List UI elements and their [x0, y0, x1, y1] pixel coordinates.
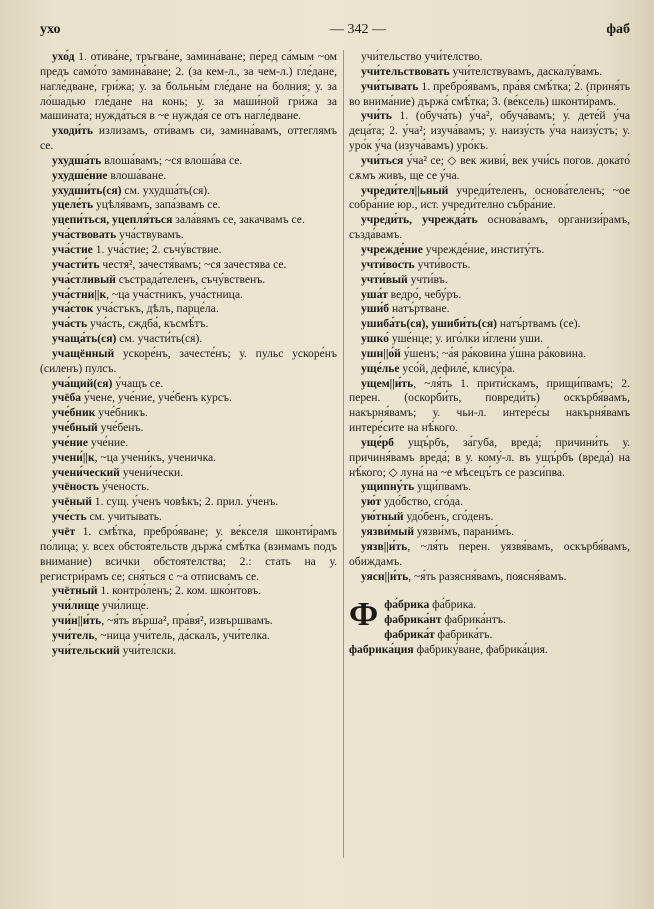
entry-headword: уча́стливый [52, 272, 116, 286]
entry-definition: учти́вость. [414, 257, 471, 271]
entry-definition: у́шенъ; ~а́я ра́ковина у́шна ра́ковина. [400, 346, 586, 360]
entry-definition: , ~ля́ть 1. прити́скамъ, прищи́пвамъ; 2. перен. (оскорби́ть, повреди́ть) оскърбя́вамъ, накърня́вамъ; у. чьи-л. интере́сы накърня́вамъ интере́сите на нѣ́кого. [349, 376, 630, 435]
dictionary-entry [40, 302, 337, 317]
entry-headword: уши́б [361, 302, 390, 316]
section-f [349, 598, 630, 657]
entry-definition: фабрика́тъ. [434, 628, 493, 642]
dictionary-entry [40, 258, 337, 273]
section-gap [349, 584, 630, 598]
dictionary-entry [40, 495, 337, 510]
entry-definition: см. ухудша́ть(ся). [121, 183, 211, 197]
dictionary-entry [40, 347, 337, 377]
entry-definition: фа́брика. [429, 598, 477, 612]
dictionary-entry [40, 377, 337, 392]
dictionary-entry [40, 273, 337, 288]
entry-headword: фабрика́ция [349, 642, 414, 656]
entry-headword: учти́вость [361, 257, 415, 271]
entry-definition: , ~я́ть разясня́вамъ, поясня́вамъ. [408, 569, 567, 583]
entry-headword: учи́ть [361, 109, 392, 123]
entry-headword: учёный [52, 495, 92, 509]
entry-headword: учи́лище [52, 599, 100, 613]
entry-definition: у́ченость. [98, 480, 150, 494]
dictionary-entry [40, 50, 337, 124]
column-divider [343, 50, 344, 858]
entry-definition: учи́тельство учи́телство. [361, 50, 483, 63]
entry-headword: ухудши́ть(ся) [52, 183, 122, 197]
entry-definition: влоша́ване. [107, 168, 167, 182]
entry-definition: уцѣля́вамъ, запа́звамъ се. [93, 198, 221, 212]
dictionary-entry [349, 436, 630, 481]
section-letter: Ф [349, 596, 379, 634]
entry-headword: ухудше́ние [52, 168, 108, 182]
left-column [40, 50, 337, 659]
dictionary-entry [40, 169, 337, 184]
entry-definition: усо́й, дефиле́, клису́ра. [399, 361, 516, 375]
dictionary-entry [349, 347, 630, 362]
entry-definition: уче́бенъ. [97, 421, 144, 435]
entry-headword: учти́вый [361, 272, 408, 286]
dictionary-entry [40, 480, 337, 495]
dictionary-entry [40, 184, 337, 199]
entry-definition: у́чене, уче́ние, уче́бенъ курсъ. [81, 391, 232, 405]
entry-headword: учёт [52, 525, 76, 538]
entry-definition: уче́ние. [88, 435, 129, 449]
entry-headword: учреди́тел||ьный [361, 183, 449, 197]
entry-definition: уча́стъкъ, дѣлъ, парце́ла. [93, 302, 219, 316]
dictionary-entry [349, 317, 630, 332]
entry-definition: фабрика́нтъ. [441, 613, 506, 627]
entry-headword: уча́стни||к [52, 287, 107, 301]
entry-headword: уче́сть [52, 510, 87, 524]
entry-headword: фа́брика [384, 598, 430, 612]
dictionary-entry [349, 243, 630, 258]
right-column [349, 50, 630, 658]
entry-headword: уязви́мый [361, 525, 415, 538]
entry-definition: ущъ́рбъ, за́губа, вреда́; причини́ть у. причиня́вамъ вреда́; в у. кому́-л. въ ущъ́рбъ (вреда́) на нѣ́кого; ◇ луна́ на ~е мѣсецъ́тъ се разси́пва. [349, 435, 630, 479]
dictionary-entry [349, 598, 630, 613]
dictionary-entry [40, 332, 337, 347]
dictionary-entry [349, 213, 630, 243]
dictionary-entry [40, 317, 337, 332]
entry-definition: 1. уча́стие; 2. съчу́вствие. [92, 242, 222, 256]
entry-headword: фабрика́т [384, 628, 435, 642]
entry-headword: уча́ствовать [52, 228, 117, 242]
entry-headword: учащённый [52, 346, 115, 360]
entry-headword: уче́бный [52, 421, 98, 435]
entry-definition: 1. (обуча́ть) у́ча², обуча́вамъ; у. дете́й у́ча деца́та; 2. у́ча²; изуча́вамъ; у. наизу́сть у́ча наизу́стъ; у. уро́к у́ча (изуча́вамъ) уро́къ. [349, 109, 630, 153]
entry-headword: учаща́ть(ся) [52, 332, 117, 346]
entry-definition: уязви́мъ, парани́мъ. [414, 525, 515, 538]
dictionary-entry [40, 154, 337, 169]
dictionary-entry [349, 154, 630, 184]
entry-headword: учи́н||и́ть [52, 614, 102, 628]
running-header [40, 22, 630, 44]
entry-definition: уше́нце; у. иго́лки и́глени уши. [388, 332, 544, 346]
entry-definition: , ~ца уча́стникъ, уча́стница. [106, 287, 243, 301]
entry-headword: уча́сть [52, 317, 88, 331]
entry-headword: уча́сток [52, 302, 94, 316]
dictionary-entry [40, 525, 337, 584]
entry-headword: уче́бник [52, 406, 96, 420]
dictionary-entry [40, 198, 337, 213]
entry-headword: ухудша́ть [52, 153, 102, 167]
entry-definition: учти́въ. [407, 272, 448, 286]
section-f-entries [349, 598, 630, 657]
dictionary-entry [349, 525, 630, 540]
entry-definition: учи́лище. [99, 599, 149, 613]
guide-word-left: ухо [40, 22, 61, 37]
dictionary-entry [40, 124, 337, 154]
entry-headword: ую́т [361, 495, 382, 509]
dictionary-entry [349, 258, 630, 273]
dictionary-entry [349, 273, 630, 288]
dictionary-entry [349, 510, 630, 525]
dictionary-entry [40, 629, 337, 644]
dictionary-entry [349, 480, 630, 495]
dictionary-entry [349, 643, 630, 658]
entry-headword: ущем||и́ть [361, 376, 414, 390]
entry-definition: ущи́пвамъ. [414, 480, 471, 494]
dictionary-entry [349, 109, 630, 154]
entry-headword: уцепи́ться, уцепля́ться [52, 213, 173, 227]
dictionary-entry [349, 65, 630, 80]
entry-definition: 1. контро́ленъ; 2. ком. шко́нтовъ. [97, 584, 262, 598]
dictionary-entry [349, 80, 630, 110]
entry-definition: състрада́теленъ, съчу́вственъ. [115, 272, 266, 286]
entry-definition: у́ча² се; ◇ век живи́, век учи́сь погов. докато́ сѫмъ живъ, ще се у́ча. [349, 153, 630, 182]
entry-definition: см. участи́ть(ся). [116, 332, 203, 346]
entry-headword: уходи́ть [52, 124, 93, 138]
entry-headword: учёба [52, 391, 82, 405]
entry-definition: учени́чески. [119, 465, 184, 479]
entry-headword: фабрика́нт [384, 613, 442, 627]
entry-definition: удо́бство, сго́да. [381, 495, 463, 509]
entry-definition: у́чащъ се. [112, 376, 164, 390]
dictionary-entry [40, 451, 337, 466]
dictionary-entry [40, 391, 337, 406]
dictionary-entry [349, 302, 630, 317]
entry-headword: учрежде́ние [361, 242, 423, 256]
dictionary-entry [40, 436, 337, 451]
entry-definition: 1. смѣ́тка, пребро́яване; у. ве́кселя шконти́рамъ по́лица; у. всех обстоя́тельств държа́ смѣ́тка (взимамъ подъ внимание) всички обстоятелства; 2.: стать на у. регистри́рамъ се; сня́ться с ~а отписвамъ се. [40, 525, 337, 583]
entry-headword: уясн||и́ть [361, 569, 409, 583]
entry-headword: ущипну́ть [361, 480, 415, 494]
entry-headword: учи́тельствовать [361, 64, 450, 78]
entry-definition: честя², зачестя́вамъ; ~ся зачестява се. [99, 257, 287, 271]
entry-headword: учи́тывать [361, 79, 419, 93]
entry-definition: 1. сущ. у́ченъ човѣкъ; 2. прил. у́ченъ. [91, 495, 279, 509]
entry-headword: ушиба́ть(ся), ушиби́ть(ся) [361, 317, 498, 331]
entry-headword: учени́ческий [52, 465, 120, 479]
entry-headword: уче́ние [52, 435, 88, 449]
dictionary-entry [40, 614, 337, 629]
entry-definition: основа́вамъ, организи́рамъ, създа́вамъ. [349, 213, 630, 242]
dictionary-entry [349, 50, 630, 65]
entry-definition: 1. пребро́явамъ, пра́вя смѣ́тка; 2. (приня́ть во внима́ние) държа́ смѣ́тка; 3. (ве́ксель) шконти́рамъ. [349, 79, 630, 108]
dictionary-entry [40, 243, 337, 258]
dictionary-entry [40, 510, 337, 525]
page-number: — 342 — [330, 22, 386, 37]
entry-headword: уча́щий(ся) [52, 376, 113, 390]
dictionary-entry [349, 362, 630, 377]
entry-headword: ухо́д [52, 50, 75, 63]
dictionary-entry [349, 332, 630, 347]
dictionary-entry [40, 644, 337, 659]
entry-headword: уще́рб [361, 435, 394, 449]
entry-headword: уша́т [361, 287, 388, 301]
entry-definition: уча́ствувамъ. [116, 228, 184, 242]
dictionary-entry [349, 377, 630, 436]
entry-definition: фабрику́ване, фабрика́ция. [413, 642, 548, 656]
entry-definition: , ~ля́ть перен. уязвя́вамъ, оскърбя́вамъ, обиждамъ. [349, 539, 630, 568]
dictionary-entry [349, 613, 630, 628]
entry-definition: натъ́ртване. [389, 302, 450, 316]
right-column-entries [349, 50, 630, 584]
dictionary-entry [40, 584, 337, 599]
entry-headword: уцеле́ть [52, 198, 94, 212]
entry-definition: , ~я́ть въ́рша², пра́вя², извършвамъ. [101, 614, 273, 628]
entry-headword: ушн||о́й [361, 346, 401, 360]
entry-definition: учи́телски. [119, 643, 177, 657]
entry-definition: влоша́вамъ; ~ся влоша́ва се. [101, 153, 243, 167]
entry-headword: учи́тельский [52, 643, 120, 657]
dictionary-entry [40, 421, 337, 436]
dictionary-entry [40, 228, 337, 243]
entry-headword: учени́||к [52, 450, 95, 464]
dictionary-entry [40, 406, 337, 421]
entry-headword: ую́тный [361, 510, 404, 524]
entry-definition: удо́бенъ, сго́денъ. [403, 510, 494, 524]
dictionary-entry [349, 288, 630, 303]
entry-definition: ускоре́нъ, зачесте́нъ; у. пульс ускоре́нъ (силенъ) пулсъ. [40, 346, 337, 375]
entry-definition: учрежде́ние, институ́тъ. [422, 242, 545, 256]
entry-definition: см. учитывать. [86, 510, 162, 524]
dictionary-entry [349, 184, 630, 214]
entry-headword: уще́лье [361, 361, 400, 375]
entry-definition: уча́сть, сждба́, късмѣ́тъ. [87, 317, 209, 331]
dictionary-entry [349, 540, 630, 570]
dictionary-entry [40, 466, 337, 481]
entry-headword: учёность [52, 480, 99, 494]
entry-headword: учреди́ть, учрежда́ть [361, 213, 478, 227]
dictionary-entry [40, 599, 337, 614]
dictionary-entry [349, 495, 630, 510]
dictionary-entry [349, 628, 630, 643]
entry-definition: излизамъ, оти́вамъ си, замина́вамъ, оттеглямъ се. [40, 124, 337, 153]
entry-headword: уязв||и́ть [361, 539, 408, 553]
entry-definition: ведро́, чебу́ръ. [387, 287, 462, 301]
entry-definition: зала́вямъ се, закачвамъ се. [172, 213, 305, 227]
entry-definition: уче́бникъ. [95, 406, 148, 420]
dictionary-entry [40, 213, 337, 228]
entry-definition: учи́телствувамъ, даскалу́вамъ. [449, 64, 603, 78]
entry-headword: учи́тель [52, 628, 95, 642]
entry-headword: ушко́ [361, 332, 389, 346]
guide-word-right: фаб [606, 22, 630, 37]
dictionary-entry [40, 288, 337, 303]
entry-headword: учи́ться [361, 153, 404, 167]
dictionary-entry [349, 570, 630, 585]
entry-definition: , ~ница учи́тель, да́скалъ, учи́телка. [94, 628, 270, 642]
entry-definition: натъ́ртвамъ (се). [497, 317, 581, 331]
entry-definition: , ~ца учени́къ, ученичка. [94, 450, 217, 464]
entry-definition: учреди́теленъ, основа́теленъ; ~ое собра́ние юр., ист. учреди́телно събра́ние. [349, 183, 630, 212]
entry-headword: учётный [52, 584, 98, 598]
entry-definition: 1. отива́не, тръгва́не, замина́ване; пе́ред са́мым ~ом предъ само́то замина́ване; 2. (за кем-л., за чем-л.) гле́дане, нагле́дване, гри́жа; у. за больны́м гле́дане на болния; у. за ло́шадью гле́дане на конь; у. за маши́ной гри́жа за машината; нужда́ться в ~е нужда́я се отъ нагле́дване. [40, 50, 337, 123]
entry-headword: участи́ть [52, 257, 100, 271]
entry-headword: уча́стие [52, 242, 93, 256]
